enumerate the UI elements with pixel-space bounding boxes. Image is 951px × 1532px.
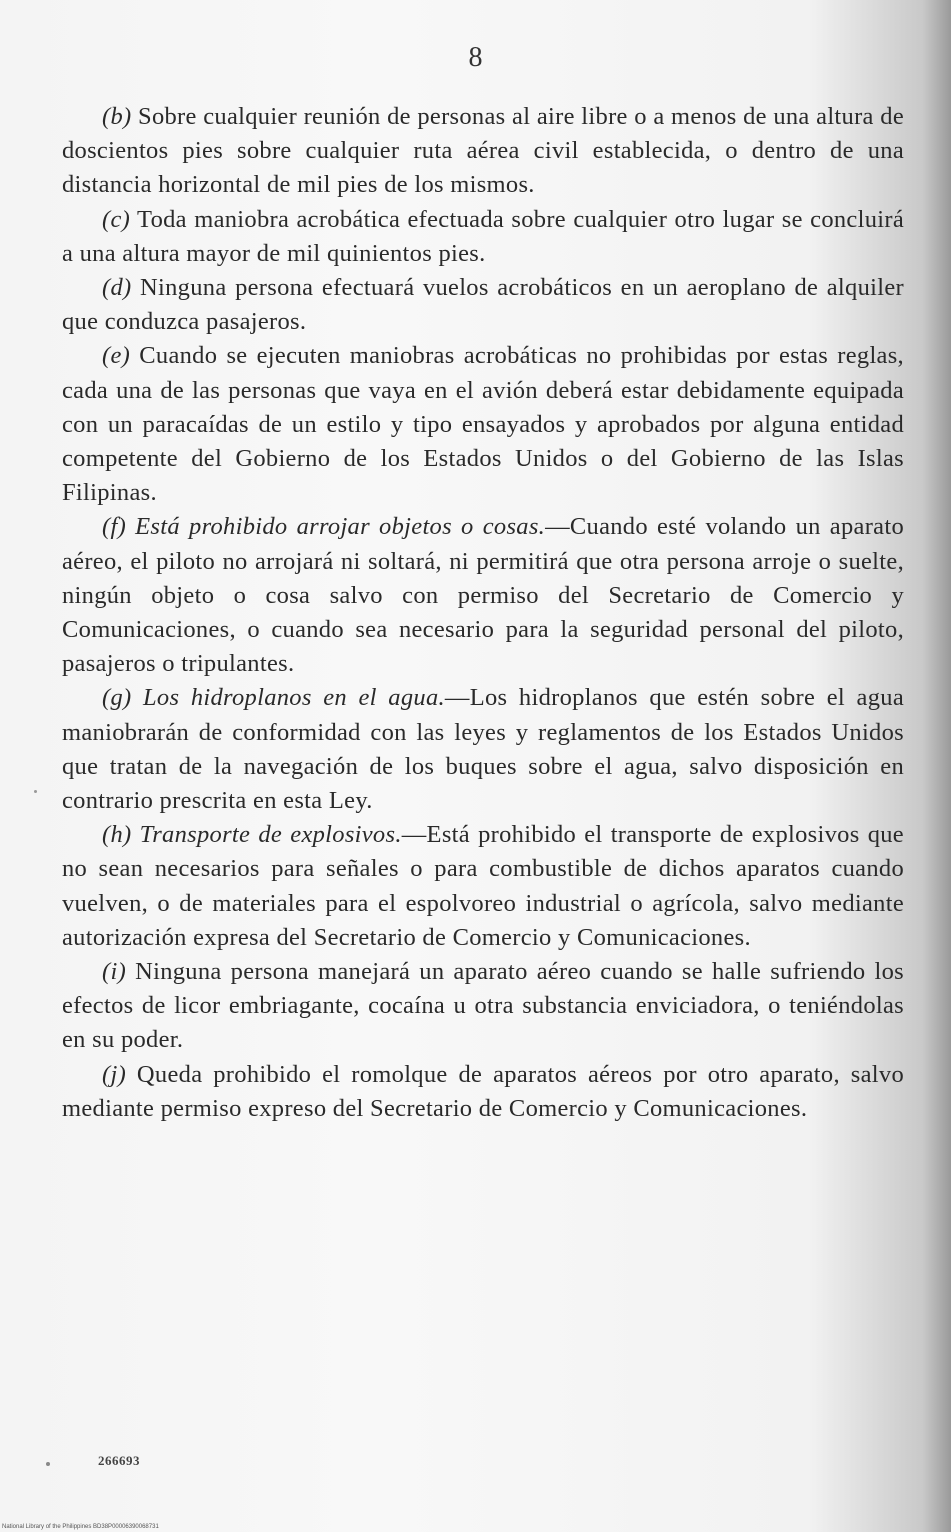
paragraph-letter: (e)	[102, 342, 131, 370]
paragraph-h	[62, 818, 904, 955]
paragraph-letter: (g)	[102, 684, 132, 712]
paragraph-text: —Cuando esté volando un aparato aéreo, el piloto no arrojará ni soltará, ni permitirá que otra persona arroje o suelte, ningún objeto o cosa salvo con permiso del Secretario de Comercio y Comunicaciones, o cuando sea necesario para la seguridad personal del piloto, pasajeros o tripulantes.	[62, 513, 904, 678]
paragraph-text: —Está prohibido el transporte de explosivos que no sean necesarios para señales o para combustible de dichos aparatos cuando vuelven, o de materiales para el espolvoreo industrial o agrícola, salvo mediante autorización expresa del Secretario de Comercio y Comunicaciones.	[62, 821, 904, 951]
paragraph-text: Ninguna persona manejará un aparato aéreo cuando se halle sufriendo los efectos de licor embriagante, cocaína u otra substancia enviciadora, o teniéndolas en su poder.	[62, 958, 904, 1054]
paragraph-heading: Está prohibido arrojar objetos o cosas.	[126, 513, 546, 541]
paragraph-letter: (i)	[102, 958, 127, 986]
paragraph-j	[62, 1058, 904, 1126]
margin-speck	[34, 790, 37, 793]
paragraph-text: Toda maniobra acrobática efectuada sobre cualquier otro lugar se concluirá a una altura mayor de mil quinientos pies.	[62, 205, 904, 267]
paragraph-letter: (b)	[102, 103, 132, 130]
paragraph-text: —Los hidroplanos que estén sobre el agua maniobrarán de conformidad con las leyes y reglamentos de los Estados Unidos que tratan de la navegación de los buques sobre el agua, salvo disposición en contrario prescrita en esta Ley.	[62, 684, 904, 815]
paragraph-c	[62, 203, 904, 271]
paragraph-i	[62, 955, 904, 1058]
paragraph-heading: Transporte de explosivos.	[131, 821, 402, 849]
paragraph-letter: (c)	[102, 205, 131, 233]
paragraph-e	[62, 339, 904, 510]
paragraph-letter: (j)	[102, 1060, 127, 1088]
paragraph-b	[62, 100, 904, 203]
paragraph-text: Sobre cualquier reunión de personas al aire libre o a menos de una altura de doscientos pies sobre cualquier ruta aérea civil establecida, o dentro de una distancia horizontal de mil pies de los mismos.	[62, 103, 904, 199]
body-text	[62, 100, 904, 1126]
page-number: 8	[468, 42, 483, 73]
paragraph-text: Cuando se ejecuten maniobras acrobáticas no prohibidas por estas reglas, cada una de las personas que vaya en el avión deberá estar debidamente equipada con un paracaídas de un estilo y tipo ensayados y aprobados por alguna entidad competente del Gobierno de los Estados Unidos o del Gobierno de las Islas Filipinas.	[62, 342, 904, 507]
paragraph-d	[62, 271, 904, 339]
paragraph-letter: (h)	[102, 821, 132, 849]
paragraph-g	[62, 681, 904, 818]
footer-speck	[46, 1462, 50, 1466]
paragraph-text: Queda prohibido el romolque de aparatos aéreos por otro aparato, salvo mediante permiso expreso del Secretario de Comercio y Comunicaciones.	[62, 1060, 904, 1122]
paragraph-heading: Los hidroplanos en el agua.	[131, 684, 445, 712]
paragraph-letter: (f)	[102, 513, 127, 541]
printer-code: 266693	[98, 1453, 140, 1468]
library-watermark: National Library of the Philippines BD38P00006390068731	[2, 1524, 159, 1530]
paragraph-letter: (d)	[102, 274, 132, 302]
paragraph-text: Ninguna persona efectuará vuelos acrobáticos en un aeroplano de alquiler que conduzca pasajeros.	[62, 274, 904, 336]
paragraph-f	[62, 510, 904, 681]
